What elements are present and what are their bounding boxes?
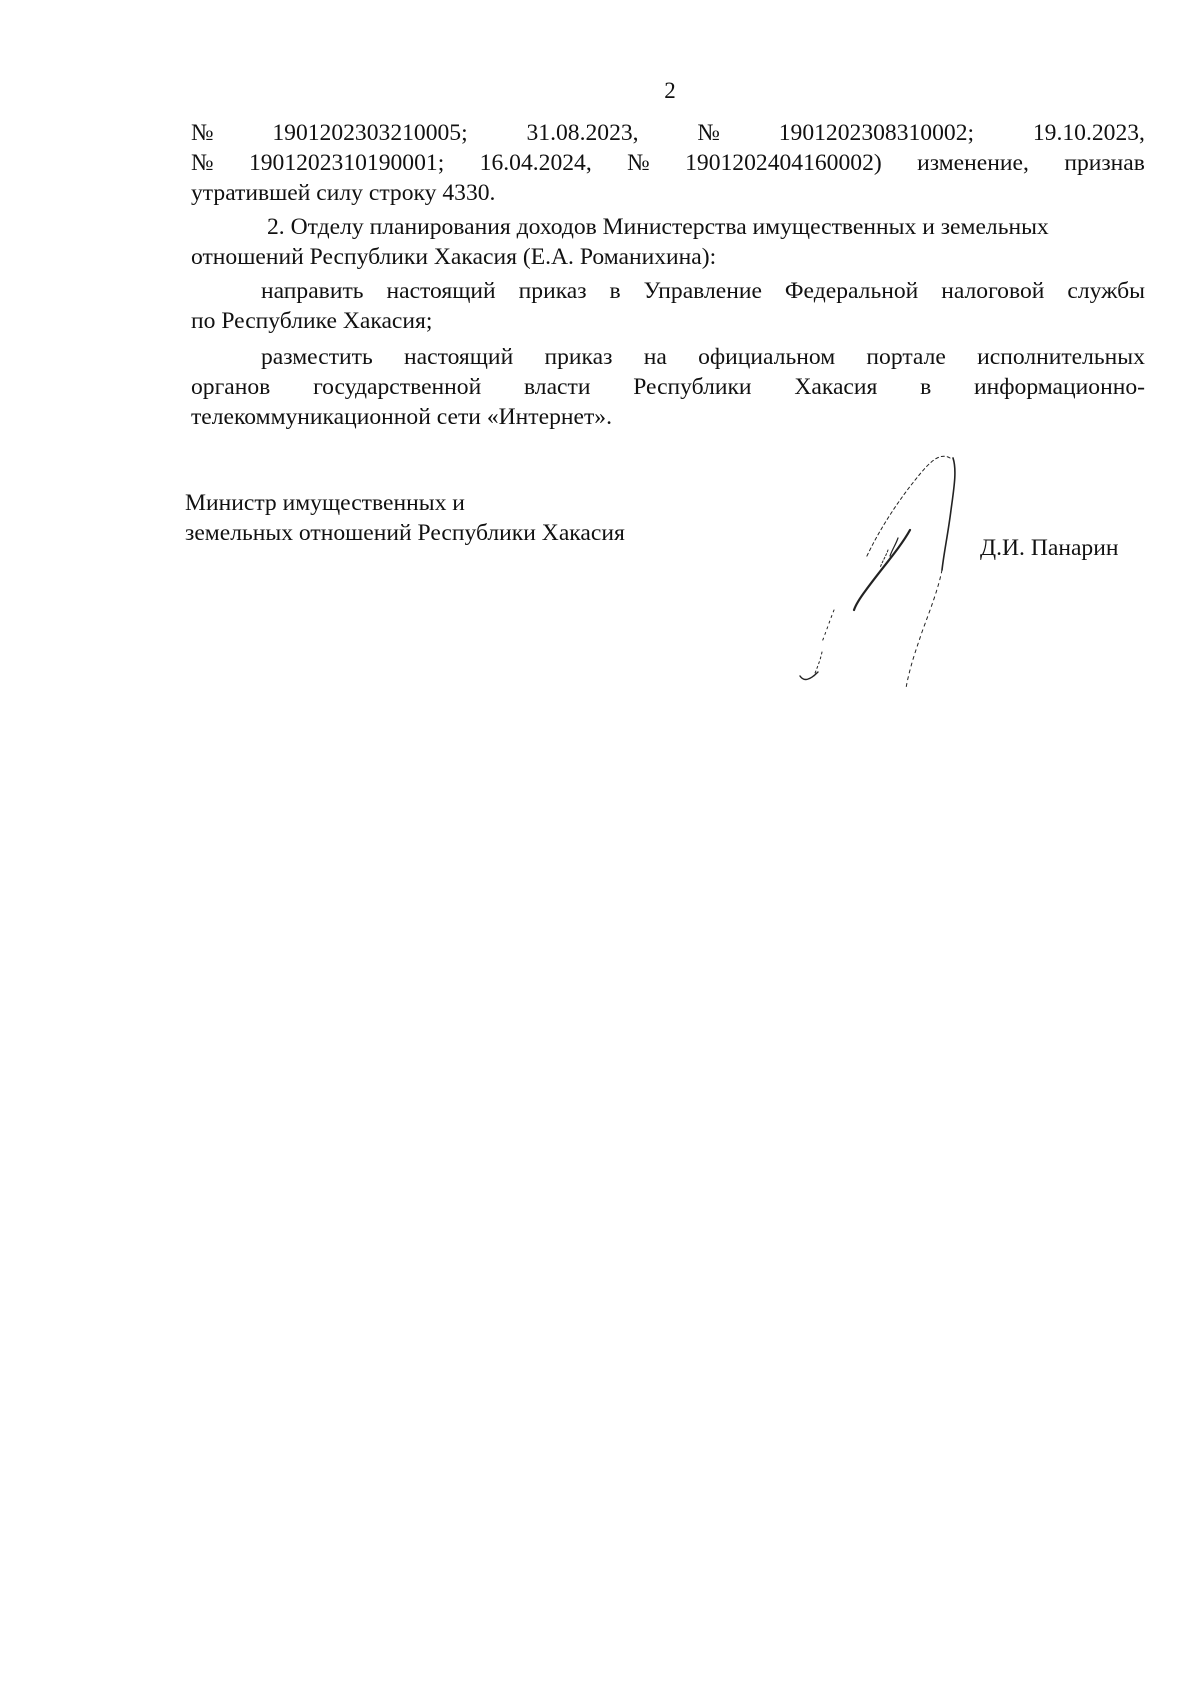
word: 1901202404160002) — [685, 150, 882, 176]
word: настоящий — [404, 344, 514, 370]
paragraph-3-line-1 — [191, 276, 1145, 306]
word: № — [627, 150, 650, 176]
word: налоговой — [941, 278, 1045, 304]
line-text: 2. Отделу планирования доходов Министерства имущественных и земельных — [267, 214, 1049, 240]
line-text: по Республике Хакасия; — [191, 308, 433, 334]
word: направить — [261, 278, 364, 304]
paragraph-1-line-2 — [191, 148, 1145, 178]
word: изменение, — [917, 150, 1029, 176]
line-text: телекоммуникационной сети «Интернет». — [191, 404, 612, 430]
position-line-1: Министр имущественных и — [185, 490, 465, 516]
word: Хакасия — [794, 374, 878, 400]
paragraph-1-line-3 — [191, 178, 1145, 208]
paragraph-4-line-3 — [191, 402, 1145, 432]
word: в — [609, 278, 621, 304]
paragraph-4-line-2 — [191, 372, 1145, 402]
word: разместить — [261, 344, 373, 370]
signatory-position — [185, 488, 625, 548]
page-number: 2 — [664, 78, 676, 103]
word: 16.04.2024, — [479, 150, 592, 176]
signer-name: Д.И. Панарин — [980, 535, 1119, 561]
word: в — [920, 374, 932, 400]
word: портале — [866, 344, 946, 370]
handwritten-signature — [770, 440, 990, 710]
word: 1901202303210005; — [272, 120, 468, 146]
word: приказ — [544, 344, 613, 370]
word: № — [697, 120, 720, 146]
word: государственной — [313, 374, 482, 400]
line-text: утратившей силу строку 4330. — [191, 180, 496, 206]
word: Федеральной — [784, 278, 919, 304]
paragraph-4-line-1 — [191, 342, 1145, 372]
word: 1901202308310002; — [778, 120, 975, 146]
word: настоящий — [386, 278, 496, 304]
word: № — [191, 150, 214, 176]
word: информационно- — [974, 374, 1145, 400]
paragraph-2-line-1 — [191, 212, 1145, 242]
word: приказ — [518, 278, 587, 304]
word: власти — [523, 374, 591, 400]
paragraph-1-line-1 — [191, 118, 1145, 148]
position-line-2: земельных отношений Республики Хакасия — [185, 520, 625, 546]
word: органов — [191, 374, 271, 400]
word: 19.10.2023, — [1032, 120, 1145, 146]
word: службы — [1067, 278, 1145, 304]
word: исполнительных — [977, 344, 1145, 370]
word: 31.08.2023, — [526, 120, 639, 146]
paragraph-3-line-2 — [191, 306, 1145, 336]
word: № — [191, 120, 214, 146]
word: 1901202310190001; — [248, 150, 445, 176]
word: официальном — [698, 344, 836, 370]
word: Управление — [643, 278, 762, 304]
word: на — [643, 344, 667, 370]
line-text: отношений Республики Хакасия (Е.А. Романихина): — [191, 244, 717, 270]
word: Республики — [633, 374, 752, 400]
document-body — [191, 118, 1145, 432]
paragraph-2-line-2 — [191, 242, 1145, 272]
word: признав — [1064, 150, 1145, 176]
